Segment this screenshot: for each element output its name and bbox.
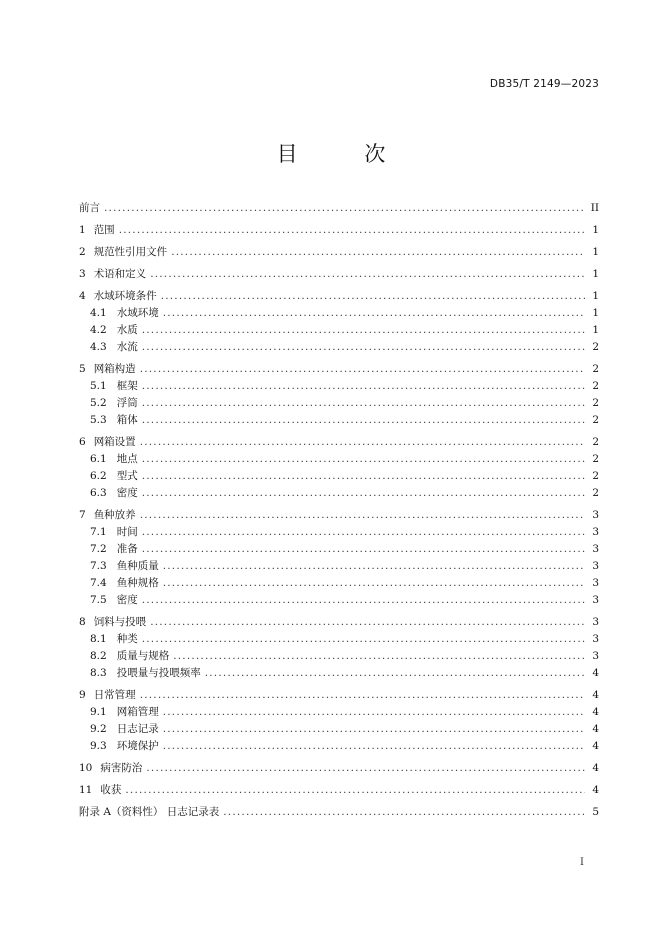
toc-entry[interactable]: [79, 222, 599, 239]
toc-leader-dots: [163, 738, 585, 755]
toc-entry-label: 规范性引用文件: [93, 246, 168, 258]
toc-entry-number: 8: [79, 616, 86, 628]
toc-entry-page: 2: [592, 487, 599, 499]
toc-entry-number: 6.3: [90, 487, 107, 499]
toc-entry-number: 9.3: [90, 740, 107, 752]
toc-entry-label: 前言: [79, 202, 100, 214]
toc-entry[interactable]: [79, 322, 599, 339]
toc-entry[interactable]: [79, 665, 599, 682]
toc-entry[interactable]: [79, 485, 599, 502]
toc-entry[interactable]: [79, 339, 599, 356]
toc-leader-dots: [142, 339, 585, 356]
toc-entry-label: 地点: [116, 453, 138, 465]
toc-entry-label: 质量与规格: [116, 650, 170, 662]
toc-entry-page: 3: [592, 577, 599, 589]
toc-entry[interactable]: [79, 760, 599, 777]
toc-leader-dots: [171, 244, 585, 261]
toc-entry-number: 8.2: [90, 650, 107, 662]
toc-leader-dots: [163, 704, 585, 721]
toc-entry-number: 1: [79, 224, 86, 236]
toc-entry[interactable]: [79, 541, 599, 558]
toc-leader-dots: [142, 468, 585, 485]
toc-entry-number: 11: [79, 784, 93, 796]
toc-entry-page: 2: [592, 397, 599, 409]
toc-entry[interactable]: [79, 614, 599, 631]
toc-entry[interactable]: [79, 687, 599, 704]
toc-entry-label: 网箱设置: [93, 436, 136, 448]
toc-entry[interactable]: [79, 575, 599, 592]
toc-leader-dots: [119, 222, 585, 239]
toc-entry-label: 水质: [116, 324, 138, 336]
toc-leader-dots: [142, 524, 585, 541]
toc-leader-dots: [163, 721, 585, 738]
toc-leader-dots: [142, 592, 585, 609]
toc-entry[interactable]: [79, 468, 599, 485]
toc-entry[interactable]: [79, 558, 599, 575]
toc-entry-label: 收获: [100, 784, 122, 796]
toc-entry[interactable]: [79, 305, 599, 322]
toc-entry-label: 饲料与投喂: [93, 616, 147, 628]
toc-entry-number: 5: [79, 363, 86, 375]
toc-leader-dots: [142, 412, 585, 429]
page-title: 目 次: [276, 142, 416, 166]
toc-entry-number: 4: [79, 290, 86, 302]
toc-leader-dots: [142, 451, 585, 468]
toc-entry[interactable]: [79, 451, 599, 468]
toc-leader-dots: [140, 687, 585, 704]
page-number: I: [580, 857, 584, 868]
toc-entry-number: 6: [79, 436, 86, 448]
toc-entry-number: 8.3: [90, 667, 107, 679]
toc-entry[interactable]: [79, 266, 599, 283]
toc-entry-number: 3: [79, 268, 86, 280]
toc-entry[interactable]: [79, 592, 599, 609]
toc-entry-page: 4: [592, 706, 599, 718]
toc-entry-page: 1: [592, 224, 599, 236]
toc-entry-page: 4: [592, 689, 599, 701]
toc-entry-page: 2: [592, 380, 599, 392]
toc-leader-dots: [140, 434, 585, 451]
toc-entry[interactable]: [79, 378, 599, 395]
toc-entry-label: 浮筒: [116, 397, 138, 409]
toc-entry-page: 3: [592, 650, 599, 662]
toc-entry-label: 病害防治: [100, 762, 143, 774]
toc-entry-number: 9.2: [90, 723, 107, 735]
toc-leader-dots: [163, 305, 585, 322]
toc-entry[interactable]: [79, 412, 599, 429]
toc-entry-label: 准备: [116, 543, 138, 555]
toc-entry-number: 8.1: [90, 633, 107, 645]
toc-entry[interactable]: [79, 631, 599, 648]
toc-leader-dots: [142, 395, 585, 412]
toc-entry-number: 7.2: [90, 543, 107, 555]
toc-entry-page: 3: [592, 633, 599, 645]
toc-leader-dots: [150, 614, 585, 631]
toc-leader-dots: [104, 200, 585, 217]
toc-entry-page: 2: [592, 470, 599, 482]
toc-entry-number: 10: [79, 762, 93, 774]
toc-entry-number: 4.3: [90, 341, 107, 353]
toc-entry-label: 环境保护: [116, 740, 159, 752]
toc-entry-page: 4: [592, 762, 599, 774]
toc-entry-label: 箱体: [116, 414, 138, 426]
toc-entry-label: 密度: [116, 487, 138, 499]
toc-entry-page: 4: [592, 740, 599, 752]
toc-entry-label: 附录 A（资料性） 日志记录表: [79, 806, 220, 818]
toc-leader-dots: [142, 541, 585, 558]
toc-entry[interactable]: [79, 782, 599, 799]
table-of-contents: [79, 200, 599, 821]
toc-leader-dots: [163, 575, 585, 592]
toc-entry[interactable]: [79, 395, 599, 412]
toc-entry-page: 2: [592, 436, 599, 448]
toc-entry-label: 框架: [116, 380, 138, 392]
toc-entry-number: 2: [79, 246, 86, 258]
toc-entry-page: 4: [592, 723, 599, 735]
toc-entry-label: 水域环境条件: [93, 290, 157, 302]
toc-entry-page: II: [590, 202, 599, 214]
toc-entry-number: 9.1: [90, 706, 107, 718]
toc-entry-number: 7.4: [90, 577, 107, 589]
toc-entry-page: 1: [592, 324, 599, 336]
toc-entry-label: 范围: [93, 224, 115, 236]
toc-leader-dots: [205, 665, 585, 682]
toc-entry-page: 3: [592, 526, 599, 538]
toc-entry-page: 2: [592, 363, 599, 375]
toc-entry[interactable]: [79, 434, 599, 451]
toc-entry-label: 鱼种质量: [116, 560, 159, 572]
toc-leader-dots: [140, 507, 585, 524]
toc-entry-page: 4: [592, 667, 599, 679]
toc-entry[interactable]: [79, 507, 599, 524]
toc-leader-dots: [223, 804, 585, 821]
toc-leader-dots: [142, 485, 585, 502]
toc-leader-dots: [142, 378, 585, 395]
toc-leader-dots: [140, 361, 585, 378]
toc-leader-dots: [142, 631, 585, 648]
toc-entry-label: 密度: [116, 594, 138, 606]
toc-entry[interactable]: [79, 738, 599, 755]
toc-entry[interactable]: [79, 361, 599, 378]
toc-leader-dots: [146, 760, 585, 777]
toc-entry-number: 7.5: [90, 594, 107, 606]
toc-entry-label: 水流: [116, 341, 138, 353]
toc-entry[interactable]: [79, 721, 599, 738]
toc-entry-page: 2: [592, 453, 599, 465]
toc-entry-number: 5.2: [90, 397, 107, 409]
toc-leader-dots: [173, 648, 585, 665]
toc-entry-label: 网箱管理: [116, 706, 159, 718]
document-code: DB35/T 2149—2023: [489, 78, 599, 90]
toc-entry-label: 时间: [116, 526, 138, 538]
toc-entry[interactable]: [79, 804, 599, 821]
toc-leader-dots: [163, 558, 585, 575]
toc-entry[interactable]: [79, 244, 599, 261]
toc-entry-page: 3: [592, 509, 599, 521]
toc-entry-number: 5.3: [90, 414, 107, 426]
toc-entry-label: 日志记录: [116, 723, 159, 735]
toc-leader-dots: [125, 782, 585, 799]
toc-entry-number: 9: [79, 689, 86, 701]
toc-entry-label: 种类: [116, 633, 138, 645]
toc-entry-label: 日常管理: [93, 689, 136, 701]
toc-entry-page: 1: [592, 307, 599, 319]
toc-entry-page: 3: [592, 594, 599, 606]
toc-entry-label: 网箱构造: [93, 363, 136, 375]
toc-entry-label: 型式: [116, 470, 138, 482]
toc-entry-page: 1: [592, 268, 599, 280]
toc-entry-label: 水域环境: [116, 307, 159, 319]
toc-entry-page: 2: [592, 414, 599, 426]
toc-entry-number: 4.1: [90, 307, 107, 319]
toc-entry[interactable]: [79, 704, 599, 721]
toc-entry-page: 1: [592, 246, 599, 258]
toc-entry-number: 7.1: [90, 526, 107, 538]
toc-entry-page: 5: [592, 806, 599, 818]
toc-entry[interactable]: [79, 200, 599, 217]
toc-entry[interactable]: [79, 288, 599, 305]
toc-entry-label: 投喂量与投喂频率: [116, 667, 201, 679]
toc-entry-number: 4.2: [90, 324, 107, 336]
toc-entry-number: 6.2: [90, 470, 107, 482]
toc-entry-number: 5.1: [90, 380, 107, 392]
toc-entry[interactable]: [79, 524, 599, 541]
toc-entry-page: 3: [592, 560, 599, 572]
toc-entry[interactable]: [79, 648, 599, 665]
toc-entry-number: 7: [79, 509, 86, 521]
toc-entry-page: 4: [592, 784, 599, 796]
toc-leader-dots: [150, 266, 585, 283]
toc-entry-label: 术语和定义: [93, 268, 147, 280]
toc-entry-number: 7.3: [90, 560, 107, 572]
toc-entry-page: 2: [592, 341, 599, 353]
toc-entry-page: 1: [592, 290, 599, 302]
toc-entry-number: 6.1: [90, 453, 107, 465]
toc-entry-label: 鱼种规格: [116, 577, 159, 589]
toc-entry-page: 3: [592, 616, 599, 628]
toc-entry-page: 3: [592, 543, 599, 555]
toc-leader-dots: [161, 288, 585, 305]
toc-entry-label: 鱼种放养: [93, 509, 136, 521]
toc-leader-dots: [142, 322, 585, 339]
